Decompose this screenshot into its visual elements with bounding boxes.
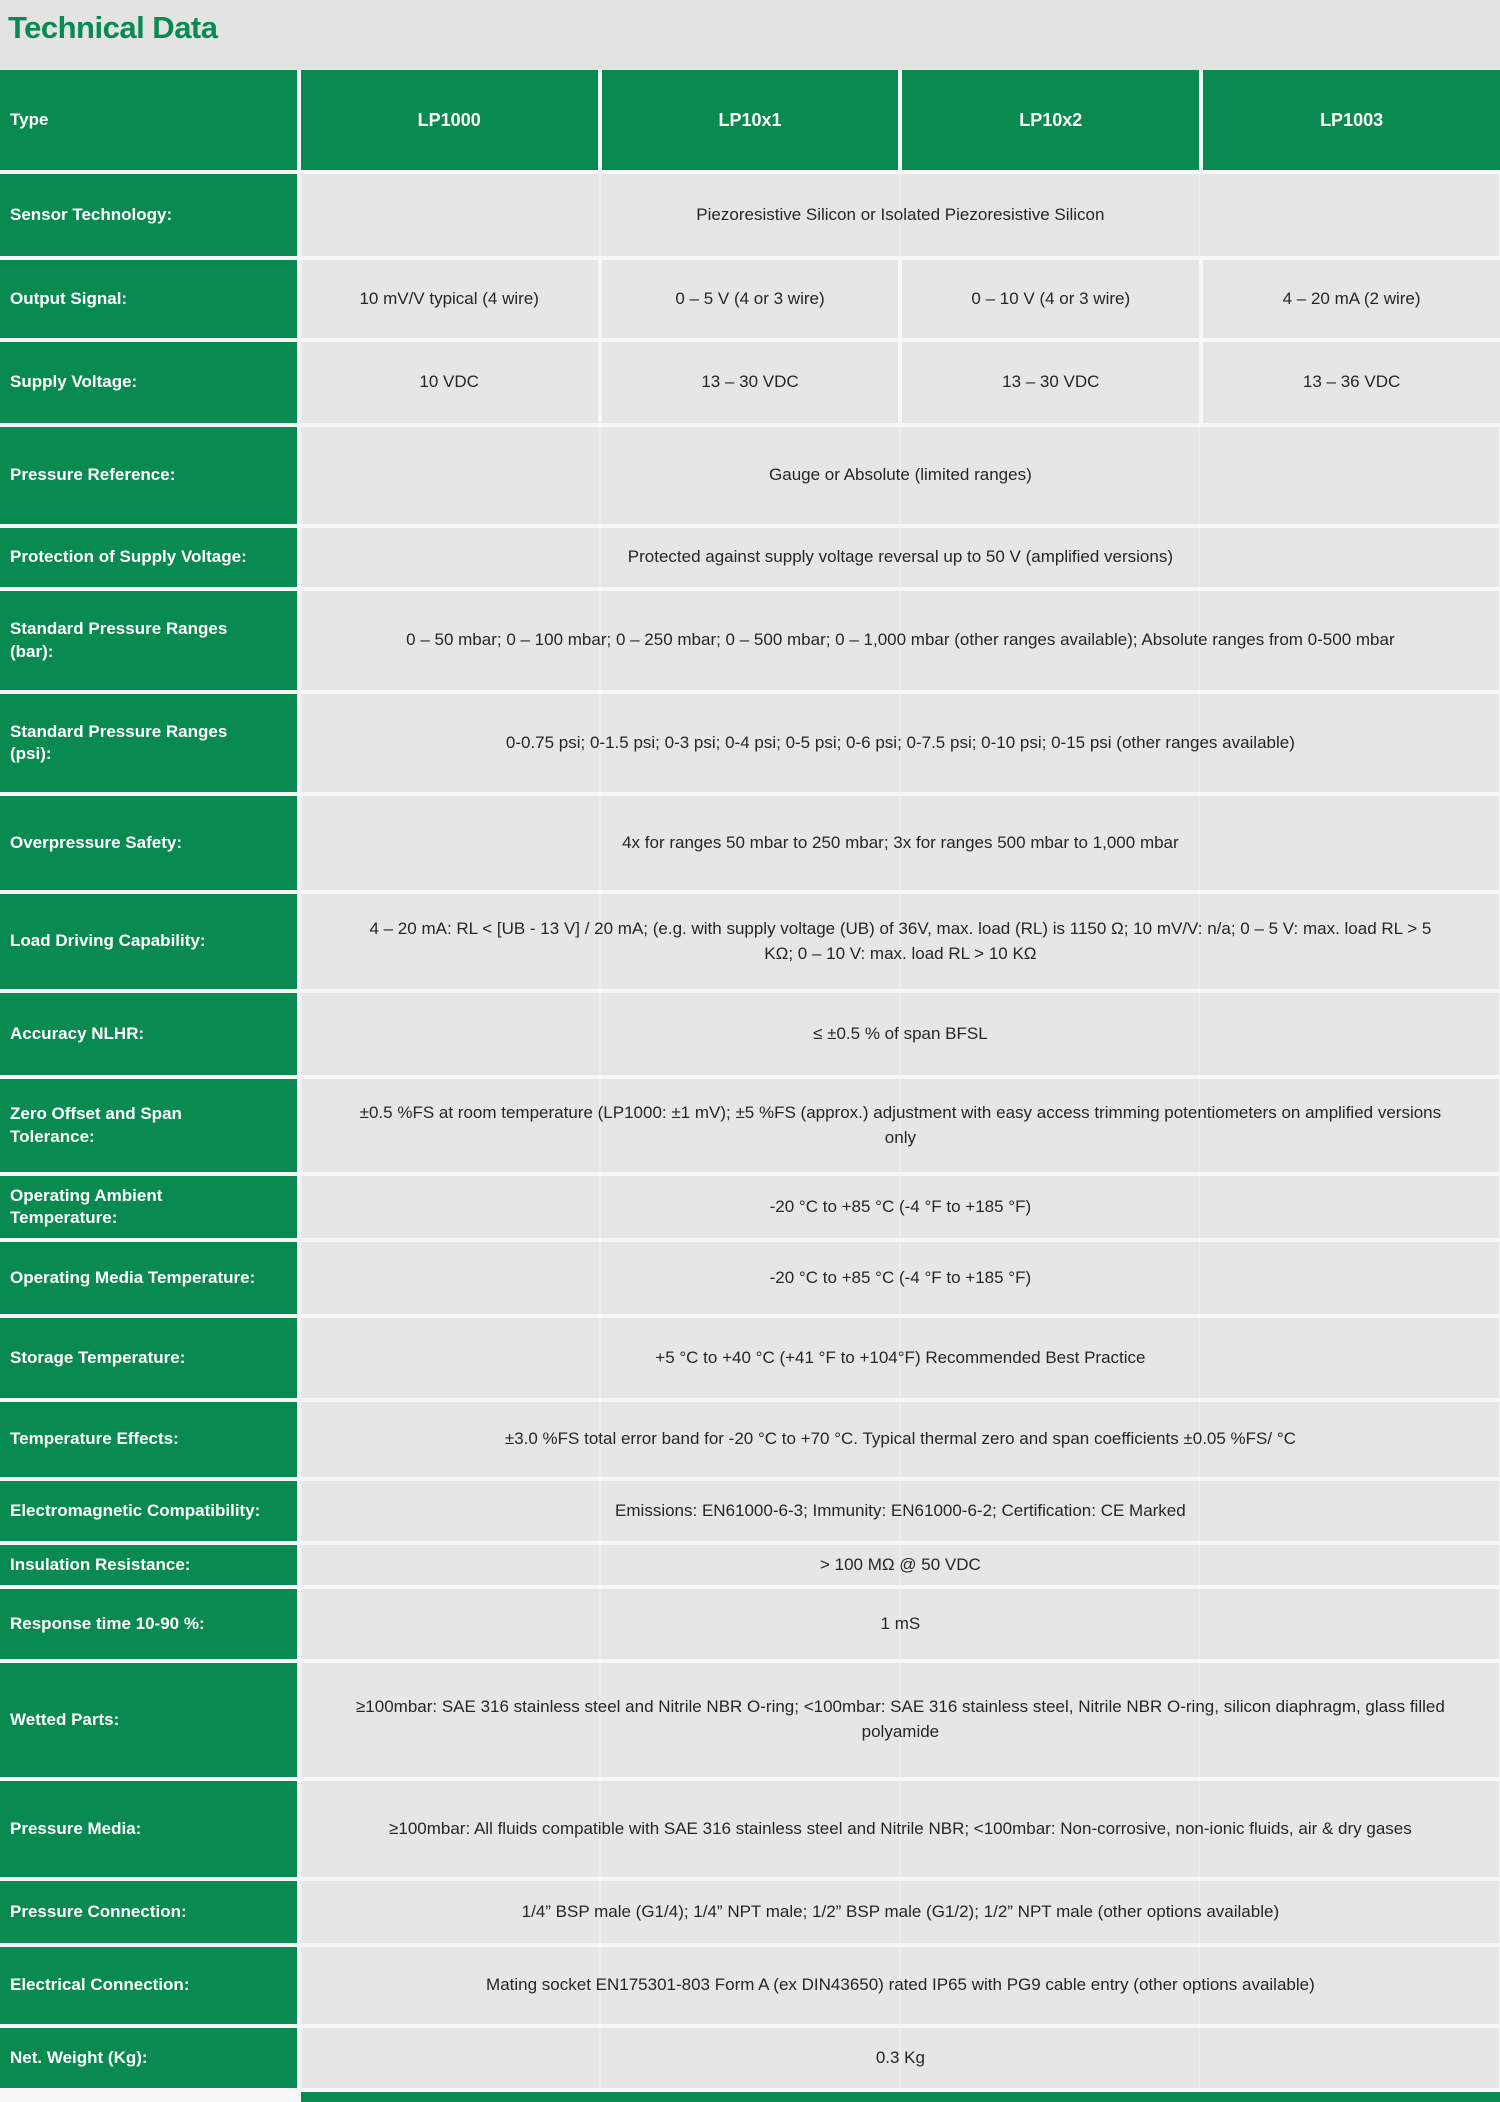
header-cell-model: LP1000 <box>301 70 598 170</box>
cell-value: 10 mV/V typical (4 wire) <box>301 260 598 338</box>
row-value: ≥100mbar: SAE 316 stainless steel and Nitrile NBR O-ring; <100mbar: SAE 316 stainless steel, Nitrile NBR O-ring, silicon diaphragm, glass filled polyamide <box>301 1663 1500 1777</box>
cell-value: 13 – 30 VDC <box>902 342 1199 423</box>
row-label-pressure-ranges-bar: Standard Pressure Ranges (bar): <box>0 591 297 690</box>
cell-value: 0 – 10 V (4 or 3 wire) <box>902 260 1199 338</box>
cell-value: 13 – 36 VDC <box>1203 342 1500 423</box>
bottom-left-gap <box>0 2092 297 2102</box>
row-value: -20 °C to +85 °C (-4 °F to +185 °F) <box>301 1176 1500 1238</box>
row-label-pressure-connection: Pressure Connection: <box>0 1881 297 1943</box>
row-label-net-weight: Net. Weight (Kg): <box>0 2028 297 2088</box>
row-label-sensor-technology: Sensor Technology: <box>0 174 297 256</box>
cell-value: 4 – 20 mA (2 wire) <box>1203 260 1500 338</box>
row-value: Mating socket EN175301-803 Form A (ex DIN43650) rated IP65 with PG9 cable entry (other options available) <box>301 1947 1500 2024</box>
row-value: > 100 MΩ @ 50 VDC <box>301 1545 1500 1585</box>
title-band <box>0 0 1500 70</box>
row-value: -20 °C to +85 °C (-4 °F to +185 °F) <box>301 1242 1500 1314</box>
row-label-temperature-effects: Temperature Effects: <box>0 1402 297 1477</box>
row-value: 0 – 50 mbar; 0 – 100 mbar; 0 – 250 mbar; 0 – 500 mbar; 0 – 1,000 mbar (other ranges available); Absolute ranges from 0-500 mbar <box>301 591 1500 690</box>
row-label-emc: Electromagnetic Compatibility: <box>0 1481 297 1541</box>
next-row-fragment <box>301 2092 1500 2102</box>
header-cell-model: LP1003 <box>1203 70 1500 170</box>
row-value: Piezoresistive Silicon or Isolated Piezoresistive Silicon <box>301 174 1500 256</box>
row-label-electrical-connection: Electrical Connection: <box>0 1947 297 2024</box>
row-label-supply-voltage: Supply Voltage: <box>0 342 297 423</box>
row-value: 0-0.75 psi; 0-1.5 psi; 0-3 psi; 0-4 psi; 0-5 psi; 0-6 psi; 0-7.5 psi; 0-10 psi; 0-15 psi (other ranges available) <box>301 694 1500 792</box>
row-value: Emissions: EN61000-6-3; Immunity: EN61000-6-2; Certification: CE Marked <box>301 1481 1500 1541</box>
row-value: ≥100mbar: All fluids compatible with SAE 316 stainless steel and Nitrile NBR; <100mbar: Non-corrosive, non-ionic fluids, air & dry gases <box>301 1781 1500 1877</box>
row-label-load-driving: Load Driving Capability: <box>0 894 297 989</box>
row-value: ±3.0 %FS total error band for -20 °C to +70 °C. Typical thermal zero and span coefficients ±0.05 %FS/ °C <box>301 1402 1500 1477</box>
row-label-operating-ambient-temp: Operating Ambient Temperature: <box>0 1176 297 1238</box>
row-label-overpressure-safety: Overpressure Safety: <box>0 796 297 890</box>
row-value: 4x for ranges 50 mbar to 250 mbar; 3x for ranges 500 mbar to 1,000 mbar <box>301 796 1500 890</box>
row-label-protection-supply-voltage: Protection of Supply Voltage: <box>0 528 297 587</box>
cell-value: 13 – 30 VDC <box>602 342 899 423</box>
row-label-wetted-parts: Wetted Parts: <box>0 1663 297 1777</box>
row-label-zero-offset-span: Zero Offset and Span Tolerance: <box>0 1079 297 1172</box>
row-value: 1/4” BSP male (G1/4); 1/4” NPT male; 1/2” BSP male (G1/2); 1/2” NPT male (other options available) <box>301 1881 1500 1943</box>
cell-value: 0 – 5 V (4 or 3 wire) <box>602 260 899 338</box>
row-label-output-signal: Output Signal: <box>0 260 297 338</box>
row-label-pressure-media: Pressure Media: <box>0 1781 297 1877</box>
row-label-pressure-ranges-psi: Standard Pressure Ranges (psi): <box>0 694 297 792</box>
technical-data-table <box>0 70 1500 2102</box>
row-value: ±0.5 %FS at room temperature (LP1000: ±1 mV); ±5 %FS (approx.) adjustment with easy access trimming potentiometers on amplified versions only <box>301 1079 1500 1172</box>
row-label-response-time: Response time 10-90 %: <box>0 1589 297 1659</box>
row-value: 0.3 Kg <box>301 2028 1500 2088</box>
cell-value: 10 VDC <box>301 342 598 423</box>
row-value: ≤ ±0.5 % of span BFSL <box>301 993 1500 1075</box>
row-label-pressure-reference: Pressure Reference: <box>0 427 297 524</box>
row-label-operating-media-temp: Operating Media Temperature: <box>0 1242 297 1314</box>
row-value: 1 mS <box>301 1589 1500 1659</box>
page-title: Technical Data <box>8 10 218 45</box>
row-label-storage-temp: Storage Temperature: <box>0 1318 297 1398</box>
row-value: Gauge or Absolute (limited ranges) <box>301 427 1500 524</box>
row-label-accuracy-nlhr: Accuracy NLHR: <box>0 993 297 1075</box>
row-value: 4 – 20 mA: RL < [UB - 13 V] / 20 mA; (e.g. with supply voltage (UB) of 36V, max. load (RL) is 1150 Ω; 10 mV/V: n/a; 0 – 5 V: max. load RL > 5 KΩ; 0 – 10 V: max. load RL > 10 KΩ <box>301 894 1500 989</box>
header-cell-model: LP10x1 <box>602 70 899 170</box>
row-value: Protected against supply voltage reversal up to 50 V (amplified versions) <box>301 528 1500 587</box>
header-cell-type: Type <box>0 70 297 170</box>
row-label-insulation-resistance: Insulation Resistance: <box>0 1545 297 1585</box>
row-value: +5 °C to +40 °C (+41 °F to +104°F) Recommended Best Practice <box>301 1318 1500 1398</box>
header-cell-model: LP10x2 <box>902 70 1199 170</box>
